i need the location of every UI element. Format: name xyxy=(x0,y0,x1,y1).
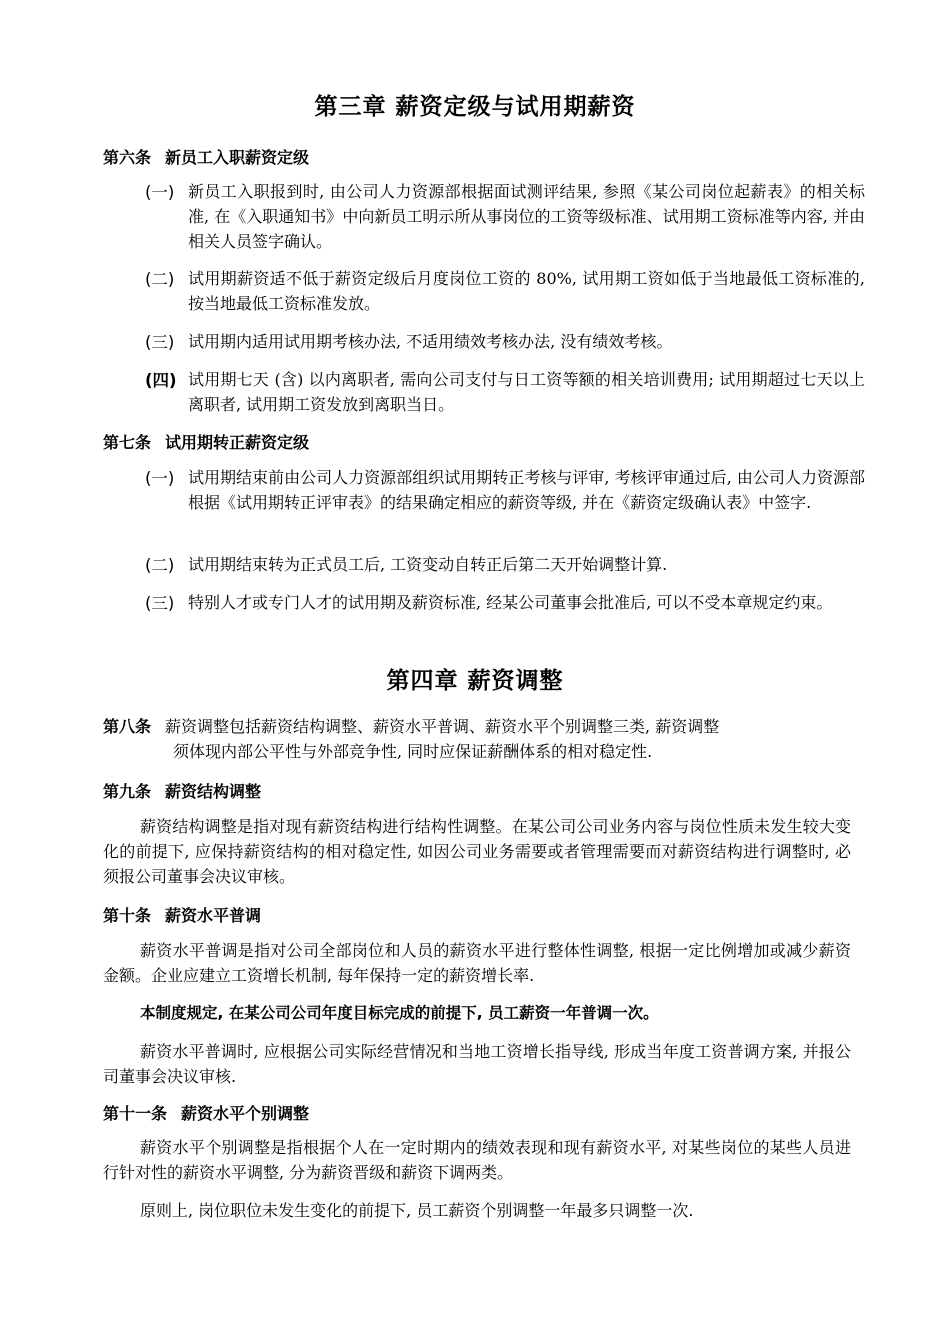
item-number: (三) xyxy=(145,594,175,613)
article-title: 薪资水平普调 xyxy=(165,906,262,925)
item-text: 试用期薪资适不低于薪资定级后月度岗位工资的 80%, 试用期工资如低于当地最低工资标准的, 按当地最低工资标准发放。 xyxy=(188,269,865,313)
article-6-heading xyxy=(103,145,309,168)
item-text: 试用期结束前由公司人力资源部组织试用期转正考核与评审, 考核评审通过后, 由公司人力资源部根据《试用期转正评审表》的结果确定相应的薪资等级, 并在《薪资定级确认表》中签字. xyxy=(188,468,865,512)
article-11-heading xyxy=(103,1101,309,1124)
paragraph: 薪资水平普调是指对公司全部岗位和人员的薪资水平进行整体性调整, 根据一定比例增加或减少薪资金额。企业应建立工资增长机制, 每年保持一定的薪资增长率. xyxy=(103,941,851,985)
chapter-3-title: 第三章 薪资定级与试用期薪资 xyxy=(314,94,636,120)
paragraph: 原则上, 岗位职位未发生变化的前提下, 员工薪资个别调整一年最多只调整一次. xyxy=(140,1201,694,1220)
item-text: 试用期结束转为正式员工后, 工资变动自转正后第二天开始调整计算. xyxy=(188,555,668,574)
item-text: 特别人才或专门人才的试用期及薪资标准, 经某公司董事会批准后, 可以不受本章规定约束。 xyxy=(188,593,833,612)
list-item xyxy=(145,367,865,417)
list-item xyxy=(145,465,865,515)
chapter-4-title: 第四章 薪资调整 xyxy=(386,668,564,694)
item-number: (一) xyxy=(145,469,175,488)
article-title: 薪资水平个别调整 xyxy=(181,1104,310,1123)
paragraph: 薪资结构调整是指对现有薪资结构进行结构性调整。在某公司公司业务内容与岗位性质未发生较大变化的前提下, 应保持薪资结构的相对稳定性, 如因公司业务需要或者管理需要而对薪资结构进行调整时, 必须报公司董事会决议审核。 xyxy=(103,817,851,886)
article-8-line-2: 须体现内部公平性与外部竞争性, 同时应保证薪酬体系的相对稳定性. xyxy=(173,742,653,761)
list-item xyxy=(145,552,865,577)
paragraph: 薪资水平普调时, 应根据公司实际经营情况和当地工资增长指导线, 形成当年度工资普调方案, 并报公司董事会决议审核. xyxy=(103,1042,851,1086)
item-number: (二) xyxy=(145,270,175,289)
article-title: 新员工入职薪资定级 xyxy=(165,148,310,167)
article-8 xyxy=(103,714,851,764)
paragraph-emphasis: 本制度规定, 在某公司公司年度目标完成的前提下, 员工薪资一年普调一次。 xyxy=(140,1004,659,1022)
item-text: 试用期内适用试用期考核办法, 不适用绩效考核办法, 没有绩效考核。 xyxy=(188,332,673,351)
list-item xyxy=(145,590,865,615)
article-number: 第七条 xyxy=(103,433,152,452)
item-text: 试用期七天 (含) 以内离职者, 需向公司支付与日工资等额的相关培训费用; 试用期超过七天以上离职者, 试用期工资发放到离职当日。 xyxy=(188,370,865,414)
item-number: (三) xyxy=(145,333,175,352)
item-number: (一) xyxy=(145,183,175,202)
article-10-heading xyxy=(103,903,261,926)
article-number: 第十条 xyxy=(103,906,152,925)
list-item xyxy=(145,329,865,354)
article-7-heading xyxy=(103,430,309,453)
article-number: 第十一条 xyxy=(103,1104,168,1123)
item-number: (四) xyxy=(145,371,177,390)
list-item xyxy=(145,179,865,254)
item-number: (二) xyxy=(145,556,175,575)
article-title: 试用期转正薪资定级 xyxy=(165,433,310,452)
article-9-heading xyxy=(103,779,261,802)
paragraph: 薪资水平个别调整是指根据个人在一定时期内的绩效表现和现有薪资水平, 对某些岗位的某些人员进行针对性的薪资水平调整, 分为薪资晋级和薪资下调两类。 xyxy=(103,1138,851,1182)
article-number: 第九条 xyxy=(103,782,152,801)
item-text: 新员工入职报到时, 由公司人力资源部根据面试测评结果, 参照《某公司岗位起薪表》的相关标准, 在《入职通知书》中向新员工明示所从事岗位的工资等级标准、试用期工资标准等内容, 并由相关人员签字确认。 xyxy=(188,182,865,251)
article-number: 第八条 xyxy=(103,717,152,736)
article-number: 第六条 xyxy=(103,148,152,167)
list-item xyxy=(145,266,865,316)
article-title: 薪资结构调整 xyxy=(165,782,262,801)
article-8-line-1: 薪资调整包括薪资结构调整、薪资水平普调、薪资水平个别调整三类, 薪资调整 xyxy=(165,717,720,736)
